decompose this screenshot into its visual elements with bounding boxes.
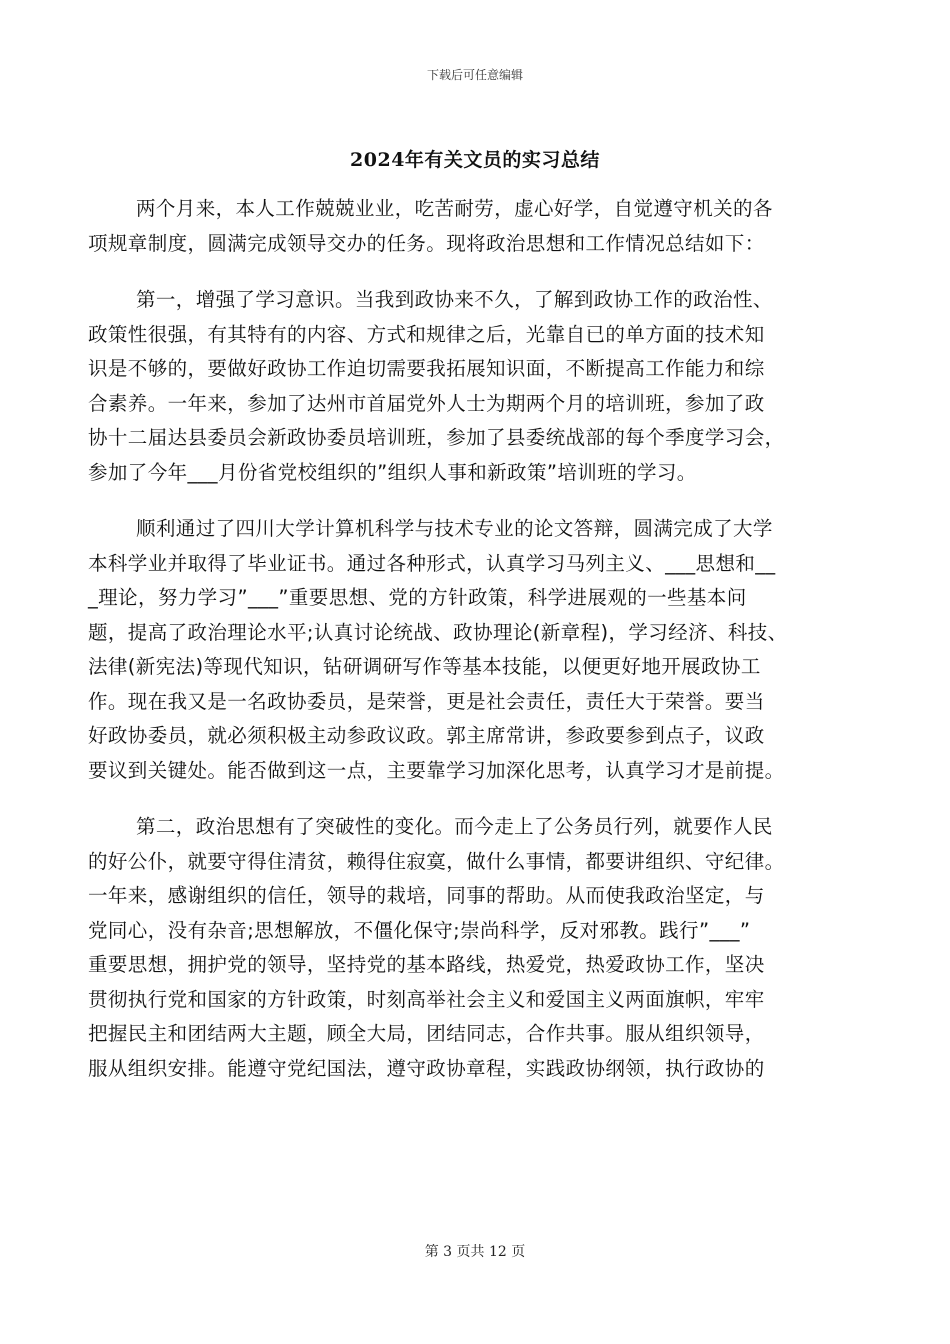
text-line: 本科学业并取得了毕业证书。通过各种形式，认真学习马列主义、___思想和__ [88,551,776,575]
header-note: 下载后可任意编辑 [426,68,523,82]
text-line: 参加了今年___月份省党校组织的”组织人事和新政策”培训班的学习。 [88,460,697,484]
paragraph-spacer [88,490,868,512]
text-line: 法律(新宪法)等现代知识，钻研调研写作等基本技能，以便更好地开展政协工 [88,655,761,678]
text-line: 好政协委员，就必须积极主动参政议政。郭主席常讲，参政要参到点子，议政 [88,724,765,747]
text-line: 识是不够的，要做好政协工作迫切需要我拓展知识面，不断提高工作能力和综 [88,357,765,380]
text-line: 重要思想，拥护党的领导，坚持党的基本路线，热爱党，热爱政协工作，坚决 [88,953,765,976]
paragraph-spacer [88,170,868,192]
text-line: 要议到关键处。能否做到这一点，主要靠学习加深化思考，认真学习才是前提。 [88,758,785,782]
text-line: 第一，增强了学习意识。当我到政协来不久，了解到政协工作的政治性、 [136,288,773,311]
text-line: 第二，政治思想有了突破性的变化。而今走上了公务员行列，就要作人民 [136,815,773,838]
text-line: 的好公仆，就要守得住清贫，赖得住寂寞，做什么事情，都要讲组织、守纪律。 [88,849,785,873]
text-line: 协十二届达县委员会新政协委员培训班，参加了县委统战部的每个季度学习会， [88,426,785,449]
text-line: 合素养。一年来，参加了达州市首届党外人士为期两个月的培训班，参加了政 [88,391,765,415]
text-line: 服从组织安排。能遵守党纪国法，遵守政协章程，实践政协纲领，执行政协的 [88,1056,765,1080]
text-line: 项规章制度，圆满完成领导交办的任务。现将政治思想和工作情况总结如下： [88,231,765,255]
text-line: 党同心，没有杂音;思想解放，不僵化保守;崇尚科学，反对邪教。践行”___” [88,918,751,942]
document-body [88,170,868,1086]
text-line: 题，提高了政治理论水平;认真讨论统战、政协理论(新章程)，学习经济、科技、 [88,620,788,644]
text-line: 一年来，感谢组织的信任，领导的栽培，同事的帮助。从而使我政治坚定，与 [88,884,765,907]
text-line: 两个月来，本人工作兢兢业业，吃苦耐劳，虚心好学，自觉遵守机关的各 [136,197,773,220]
paragraph-spacer [88,261,868,283]
text-line: 贯彻执行党和国家的方针政策，时刻高举社会主义和爱国主义两面旗帜，牢牢 [88,987,765,1011]
text-line: 政策性很强，有其特有的内容、方式和规律之后，光靠自已的单方面的技术知 [88,322,765,346]
text-line: _理论，努力学习”___”重要思想、党的方针政策，科学进展观的一些基本问 [88,586,747,609]
paragraph [88,283,868,490]
text-line: 作。现在我又是一名政协委员，是荣誉，更是社会责任，责任大于荣誉。要当 [88,689,765,713]
text-line: 把握民主和团结两大主题，顾全大局，团结同志，合作共事。服从组织领导， [88,1022,765,1045]
paragraph [88,810,868,1086]
paragraph [88,512,868,788]
document-title: 2024年有关文员的实习总结 [350,149,600,171]
page-footer: 第 3 页共 12 页 [424,1244,526,1260]
paragraph [88,192,868,261]
paragraph-spacer [88,788,868,810]
text-line: 顺利通过了四川大学计算机科学与技术专业的论文答辩，圆满完成了大学 [136,517,773,540]
